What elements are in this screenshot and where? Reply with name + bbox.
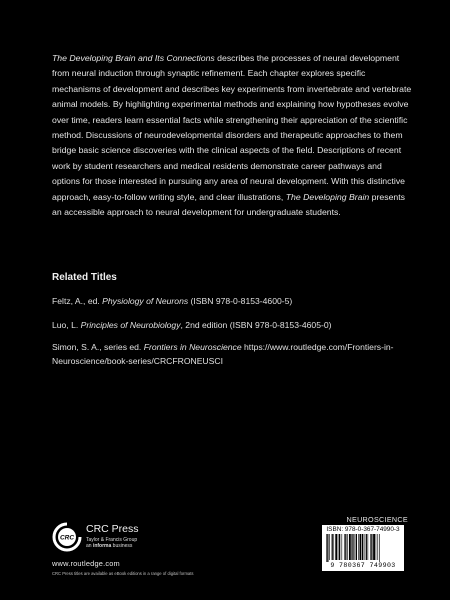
related-title-1	[52, 294, 422, 308]
barcode-bar	[371, 534, 372, 560]
ean-digits: 9 780367 749903	[330, 562, 396, 569]
related-title-2-author: Luo, L.	[52, 320, 81, 330]
barcode-bars	[325, 534, 401, 562]
subject-category: NEUROSCIENCE	[346, 515, 408, 524]
book-title-short: The Developing Brain	[285, 191, 370, 202]
barcode-bar	[379, 534, 380, 562]
publisher-name: CRC Press	[86, 523, 139, 535]
related-title-1-author: Feltz, A., ed.	[52, 296, 103, 306]
barcode-bar	[368, 534, 369, 560]
barcode-bar	[329, 534, 330, 560]
publisher-website: www.routledge.com	[52, 559, 120, 568]
barcode-bar	[342, 534, 343, 560]
barcode-bar	[332, 534, 333, 560]
related-title-3-name: Frontiers in Neuroscience	[143, 342, 242, 352]
barcode-bar	[366, 534, 367, 560]
logo-text: CRC	[59, 534, 75, 542]
description-text-1: describes the processes of neural development from neural induction through synaptic refinement. Each chapter explores specific mechanisms of development and describes key experiments from invertebrate and vertebrate animal models. By highlighting experimental methods and explaining how hypotheses evolve over time, readers learn essential facts while strengthening their appreciation of the scientific method. Discussions of neurodevelopmental disorders and therapeutic approaches to them bridge basic science discoveries with the clinical aspects of the field. Descriptions of recent work by student researchers and medical residents demonstrate career pathways and options for those interested in pursuing any area of neural development. With this distinctive approach, easy-to-follow writing style, and clear illustrations,	[52, 53, 412, 202]
description-text-2: presents an accessible approach to neural development for undergraduate students.	[52, 191, 405, 218]
barcode-bar	[355, 534, 356, 560]
isbn-barcode	[322, 525, 404, 571]
barcode-bar	[373, 534, 375, 560]
barcode-bar	[339, 534, 340, 560]
publisher-group-line: Taylor & Francis Group	[86, 537, 138, 543]
barcode-bar	[370, 534, 371, 560]
barcode-bar	[327, 534, 328, 562]
barcode-bar	[349, 534, 351, 560]
barcode-bar	[358, 534, 359, 560]
barcode-bar	[377, 534, 378, 560]
barcode-bar	[362, 534, 363, 560]
related-title-3-link: https://www.routledge.com/Frontiers-in-Neuroscience/book-series/CRCFRONEUSCI	[52, 342, 394, 366]
crc-press-logo-icon	[52, 522, 82, 552]
informa-prefix: an	[86, 543, 93, 549]
related-title-2	[52, 318, 422, 332]
barcode-bar	[356, 534, 357, 560]
barcode-bar	[326, 534, 327, 562]
related-title-3-editor: Simon, S. A., series ed.	[52, 342, 144, 352]
barcode-bar	[335, 534, 337, 560]
related-titles-heading: Related Titles	[52, 272, 117, 283]
book-title: The Developing Brain and Its Connections	[52, 53, 215, 63]
informa-suffix: business	[111, 543, 133, 549]
barcode-bar	[351, 534, 352, 560]
related-title-3	[52, 340, 422, 368]
barcode-bar	[345, 534, 346, 560]
barcode-bar	[364, 534, 365, 560]
related-title-1-name: Physiology of Neurons	[102, 296, 189, 306]
isbn-label: ISBN: 978-0-367-74990-3	[326, 526, 400, 533]
informa-name: informa	[92, 543, 112, 549]
barcode-bar	[359, 534, 361, 560]
barcode-bar	[333, 534, 334, 560]
barcode-bar	[344, 534, 345, 560]
related-title-2-isbn: , 2nd edition (ISBN 978-0-8153-4605-0)	[180, 320, 332, 330]
barcode-bar	[376, 534, 377, 560]
book-description	[52, 51, 412, 220]
barcode-bar	[353, 534, 354, 560]
ebook-footnote: CRC Press titles are available as eBook editions in a range of digital formats	[52, 571, 194, 576]
related-title-1-isbn: (ISBN 978-0-8153-4600-5)	[188, 296, 293, 306]
barcode-bar	[338, 534, 339, 560]
barcode-bar	[347, 534, 348, 560]
related-title-2-name: Principles of Neurobiology	[80, 320, 181, 330]
publisher-group	[86, 537, 137, 549]
